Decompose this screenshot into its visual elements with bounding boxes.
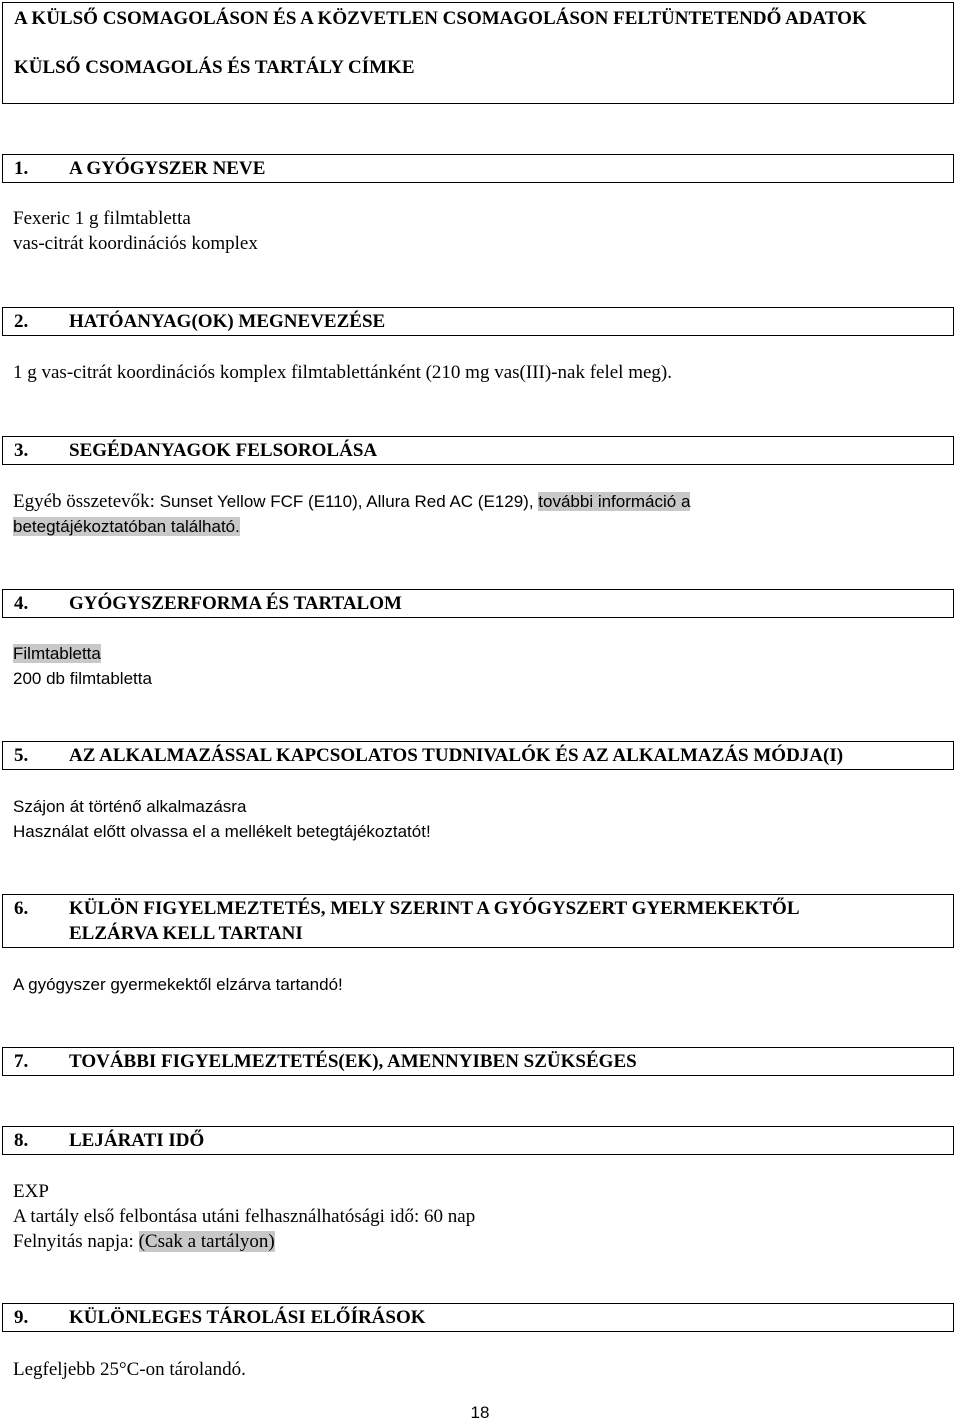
section-title-line: KÜLÖN FIGYELMEZTETÉS, MELY SZERINT A GYÓGYSZERT GYERMEKEKTŐL [69, 898, 800, 919]
section-title: SEGÉDANYAGOK FELSOROLÁSA [69, 440, 378, 461]
section-9-heading [2, 1303, 954, 1332]
section-4-line [13, 641, 101, 666]
highlighted-text: betegtájékoztatóban található. [13, 517, 240, 536]
section-number: 8. [14, 1130, 29, 1151]
section-1-line: vas-citrát koordinációs komplex [13, 233, 258, 254]
highlighted-text: Filmtabletta [13, 644, 101, 663]
section-title: HATÓANYAG(OK) MEGNEVEZÉSE [69, 311, 386, 332]
page-number: 18 [470, 1403, 490, 1422]
excipients-list: Sunset Yellow FCF (E110), Allura Red AC (E129), [159, 492, 539, 511]
section-title: AZ ALKALMAZÁSSAL KAPCSOLATOS TUDNIVALÓK ÉS AZ ALKALMAZÁS MÓDJA(I) [69, 745, 844, 766]
section-number: 7. [14, 1051, 29, 1072]
section-title: GYÓGYSZERFORMA ÉS TARTALOM [69, 593, 402, 614]
section-number: 9. [14, 1307, 29, 1328]
section-8-line: EXP [13, 1181, 49, 1202]
section-title: TOVÁBBI FIGYELMEZTETÉS(EK), AMENNYIBEN SZÜKSÉGES [69, 1051, 637, 1072]
section-8-line [13, 1229, 275, 1254]
section-8-heading [2, 1126, 954, 1155]
section-number: 1. [14, 158, 29, 179]
header-subtitle: KÜLSŐ CSOMAGOLÁS ÉS TARTÁLY CÍMKE [14, 57, 415, 78]
section-5-heading [2, 741, 954, 770]
section-title [69, 896, 800, 946]
opening-date-label: Felnyitás napja: [13, 1231, 139, 1252]
section-3-heading [2, 436, 954, 465]
section-number: 6. [14, 898, 29, 919]
section-8-line: A tartály első felbontása utáni felhasználhatósági idő: 60 nap [13, 1206, 476, 1227]
section-1-line: Fexeric 1 g filmtabletta [13, 208, 191, 229]
section-number: 3. [14, 440, 29, 461]
header-title: A KÜLSŐ CSOMAGOLÁSON ÉS A KÖZVETLEN CSOMAGOLÁSON FELTÜNTETENDŐ ADATOK [14, 8, 867, 29]
section-title-line: ELZÁRVA KELL TARTANI [69, 923, 303, 944]
section-9-line: Legfeljebb 25°C-on tárolandó. [13, 1359, 246, 1380]
section-4-heading [2, 589, 954, 618]
section-6-heading [2, 894, 954, 948]
section-number: 5. [14, 745, 29, 766]
section-7-heading [2, 1047, 954, 1076]
section-3-line [13, 514, 240, 539]
section-number: 4. [14, 593, 29, 614]
excipients-label: Egyéb összetevők: [13, 491, 160, 512]
document-header [2, 2, 954, 104]
highlighted-text: további információ a [538, 492, 691, 511]
highlighted-text: (Csak a tartályon) [138, 1231, 275, 1252]
section-2-heading [2, 307, 954, 336]
section-title: KÜLÖNLEGES TÁROLÁSI ELŐÍRÁSOK [69, 1307, 426, 1328]
section-5-line: Használat előtt olvassa el a mellékelt betegtájékoztatót! [13, 822, 431, 841]
section-title: LEJÁRATI IDŐ [69, 1130, 205, 1151]
section-title: A GYÓGYSZER NEVE [69, 158, 266, 179]
section-4-line: 200 db filmtabletta [13, 669, 152, 688]
section-number: 2. [14, 311, 29, 332]
section-1-heading [2, 154, 954, 183]
section-6-line: A gyógyszer gyermekektől elzárva tartandó! [13, 975, 343, 994]
section-5-line: Szájon át történő alkalmazásra [13, 797, 247, 816]
section-2-line: 1 g vas-citrát koordinációs komplex filmtablettánként (210 mg vas(III)-nak felel meg). [13, 362, 672, 383]
section-3-line [13, 489, 690, 514]
